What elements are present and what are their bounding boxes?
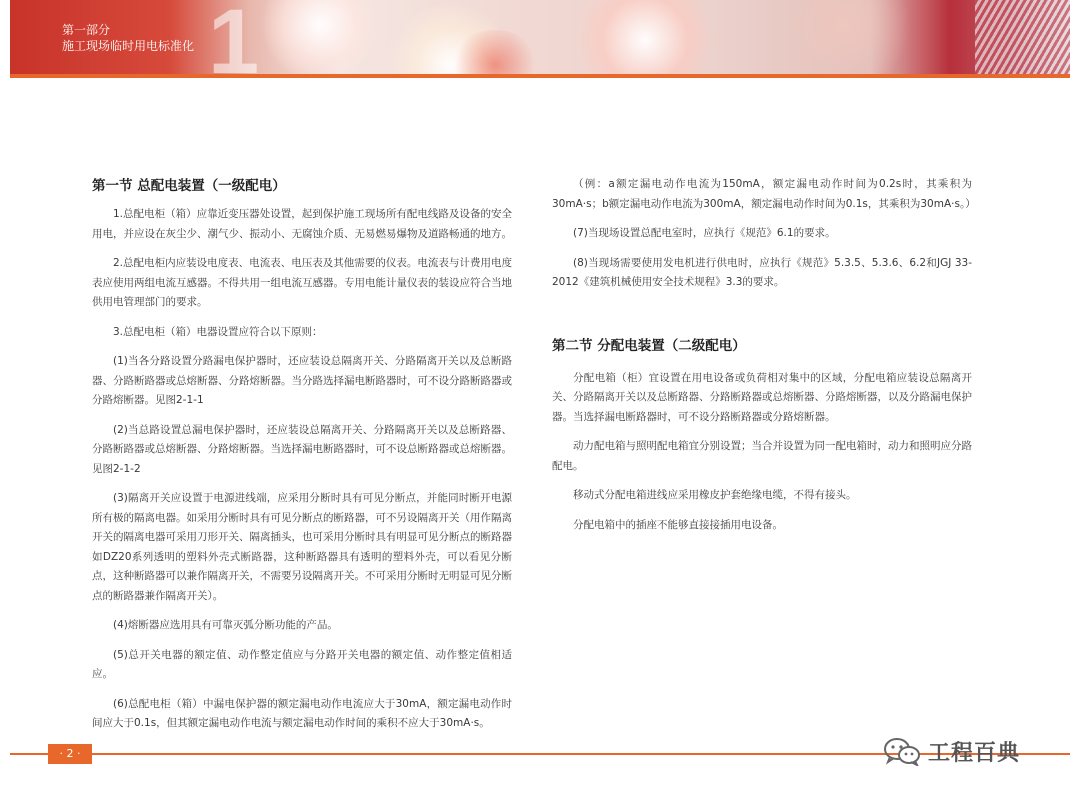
banner-stripes	[975, 0, 1070, 74]
header-part: 第一部分	[62, 23, 111, 37]
paragraph: 移动式分配电箱进线应采用橡皮护套绝缘电缆，不得有接头。	[573, 489, 857, 501]
paragraph: (8)当现场需要使用发电机进行供电时，应执行《规范》5.3.5、5.3.6、6.2和JGJ 33-2012《建筑机械使用安全技术规程》3.3的要求。	[552, 256, 972, 288]
paragraph: 2.总配电柜内应装设电度表、电流表、电压表及其他需要的仪表。电流表与计费用电度表应使用两组电流互感器。不得共用一组电流互感器。专用电能计量仪表的装设应符合当地供用电管理部门的要求。	[92, 257, 512, 308]
section-gap	[552, 303, 972, 335]
paragraph: (7)当现场设置总配电室时，应执行《规范》6.1的要求。	[573, 227, 836, 239]
paragraph: (3)隔离开关应设置于电源进线端，应采用分断时具有可见分断点，并能同时断开电源所有极的隔离电器。如采用分断时具有可见分断点的断路器，可不另设隔离开关（用作隔离开关的隔离电器可采用刀形开关、隔离插头，也可采用分断时具有明显可见分断点的断路器如DZ20系列透明的塑料外壳式断路器，这种断路器具有透明的塑料外壳，可以看见分断点，这种断路器可以兼作隔离开关，不需要另设隔离开关。不可采用分断时无明显可见分断点的断路器兼作隔离开关）。	[92, 492, 512, 602]
paragraph: (1)当各分路设置分路漏电保护器时，还应装设总隔离开关、分路隔离开关以及总断路器、分路断路器或总熔断器、分路熔断器。当分路选择漏电断路器时，可不设分路断路器或分路熔断器。见图2-1-1	[92, 355, 512, 406]
part-number: 1	[208, 0, 258, 74]
page-number: · 2 ·	[48, 744, 92, 764]
header-banner	[10, 0, 1070, 74]
paragraph: (2)当总路设置总漏电保护器时，还应装设总隔离开关、分路隔离开关以及总断路器、分路断路器或总熔断器、分路熔断器。当选择漏电断路器时，可不设总断路器或总熔断器。见图2-1-2	[92, 423, 512, 475]
paragraph: 动力配电箱与照明配电箱宜分别设置；当合并设置为同一配电箱时，动力和照明应分路配电。	[552, 440, 972, 472]
paragraph: (6)总配电柜（箱）中漏电保护器的额定漏电动作电流应大于30mA，额定漏电动作时间应大于0.1s，但其额定漏电动作电流与额定漏电动作时间的乘积不应大于30mA·s。	[92, 697, 512, 729]
paragraph: 分配电箱中的插座不能够直接接插用电设备。	[573, 518, 783, 531]
paragraph: (4)熔断器应选用具有可靠灭弧分断功能的产品。	[113, 619, 338, 631]
paragraph: 分配电箱（柜）宜设置在用电设备或负荷相对集中的区域，分配电箱应装设总隔离开关、分路隔离开关以及总断路器、分路断路器或总熔断器、分路熔断器，以及分路漏电保护器。当选择漏电断路器时，可不设分路断路器或分路熔断器。	[552, 371, 972, 423]
paragraph: (5)总开关电器的额定值、动作整定值应与分路开关电器的额定值、动作整定值相适应。	[92, 648, 512, 680]
left-column	[92, 175, 512, 744]
watermark-text: 工程百典	[928, 740, 1021, 766]
banner-light	[570, 0, 720, 74]
section-heading-1: 第一节 总配电装置（一级配电）	[92, 178, 286, 194]
header-rule	[10, 74, 1070, 78]
right-column	[552, 175, 976, 545]
paragraph: （例：a额定漏电动作电流为150mA，额定漏电动作时间为0.2s时，其乘积为30mA·s；b额定漏电动作电流为300mA，额定漏电动作时间为0.1s，其乘积为30mA·s。）	[552, 178, 976, 210]
wechat-icon	[882, 736, 922, 766]
paragraph: 3.总配电柜（箱）电器设置应符合以下原则：	[113, 325, 323, 338]
watermark	[882, 735, 1020, 767]
header-subtitle: 施工现场临时用电标准化	[62, 39, 195, 53]
section-heading-2: 第二节 分配电装置（二级配电）	[552, 337, 746, 354]
header-title	[62, 22, 194, 54]
banner-light	[770, 0, 920, 74]
paragraph: 1.总配电柜（箱）应靠近变压器处设置，起到保护施工现场所有配电线路及设备的安全用电，并应设在灰尘少、潮气少、振动小、无腐蚀介质、无易燃易爆物及道路畅通的地方。	[92, 208, 512, 240]
banner-light	[260, 0, 380, 74]
